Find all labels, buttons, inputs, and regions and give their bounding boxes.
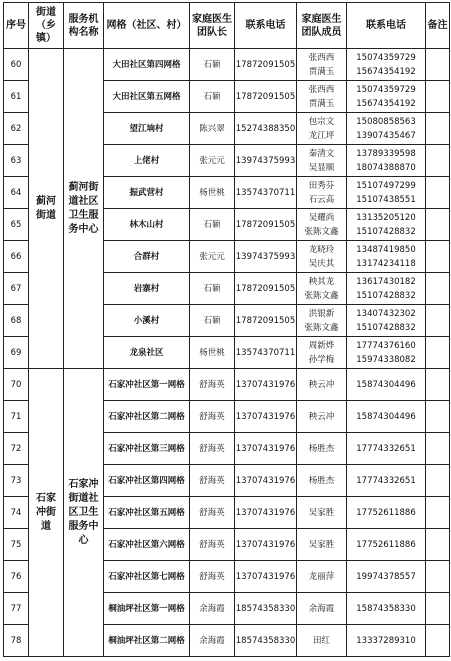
cell-remark [426, 177, 450, 209]
cell-member-phones [347, 369, 426, 401]
cell-member-phones [347, 177, 426, 209]
cell-members [297, 81, 347, 113]
table-body [4, 49, 450, 657]
cell-leader-phone: 17872091505 [235, 273, 297, 305]
member-phone: 15874358330 [356, 603, 416, 614]
cell-members [297, 401, 347, 433]
cell-member-phones [347, 337, 426, 369]
row-seq: 69 [4, 337, 29, 369]
cell-remark [426, 433, 450, 465]
cell-member-phones [347, 273, 426, 305]
cell-member-phones [347, 465, 426, 497]
cell-grid: 上佬村 [104, 145, 190, 177]
member-name: 吴家胜 [308, 507, 335, 518]
member-phone: 17774332651 [356, 475, 416, 486]
header-agency: 服务机构名称 [64, 3, 104, 49]
cell-leader-phone: 13707431976 [235, 497, 297, 529]
row-seq: 78 [4, 625, 29, 657]
member-name: 余海霞 [308, 603, 335, 614]
cell-grid: 小溪村 [104, 305, 190, 337]
cell-remark [426, 49, 450, 81]
cell-remark [426, 369, 450, 401]
table-row [4, 49, 450, 81]
cell-grid: 石家冲社区第二网格 [104, 401, 190, 433]
member-phone: 15874304496 [356, 379, 416, 390]
cell-grid: 石家冲社区第五网格 [104, 497, 190, 529]
member-phone: 17774376160 [356, 340, 416, 351]
row-seq: 70 [4, 369, 29, 401]
cell-members [297, 113, 347, 145]
cell-street: 蓟河街道 [29, 49, 64, 369]
cell-leader: 舒海英 [190, 529, 235, 561]
member-phone: 15107438551 [356, 194, 416, 205]
cell-leader: 舒海英 [190, 465, 235, 497]
member-name: 吴显顺 [308, 162, 335, 173]
cell-member-phones [347, 433, 426, 465]
cell-leader: 舒海英 [190, 433, 235, 465]
member-name: 秦清文 [308, 148, 335, 159]
cell-grid: 合群村 [104, 241, 190, 273]
cell-leader-phone: 13707431976 [235, 401, 297, 433]
row-seq: 73 [4, 465, 29, 497]
cell-grid: 石家冲社区第四网格 [104, 465, 190, 497]
cell-leader: 张元元 [190, 241, 235, 273]
cell-leader: 石颖 [190, 209, 235, 241]
cell-grid: 岩寨村 [104, 273, 190, 305]
cell-members [297, 305, 347, 337]
cell-members [297, 529, 347, 561]
member-name: 贾满玉 [308, 98, 335, 109]
row-seq: 64 [4, 177, 29, 209]
member-name: 田秀芬 [308, 180, 335, 191]
member-phone: 15874304496 [356, 411, 416, 422]
table-row [4, 369, 450, 401]
member-phone: 17752611886 [356, 507, 416, 518]
cell-grid: 石家冲社区第三网格 [104, 433, 190, 465]
member-phone: 13337289310 [356, 635, 416, 646]
cell-members [297, 209, 347, 241]
row-seq: 76 [4, 561, 29, 593]
cell-members [297, 561, 347, 593]
cell-grid: 林木山村 [104, 209, 190, 241]
member-phone: 15974338082 [356, 354, 416, 365]
cell-remark [426, 561, 450, 593]
cell-remark [426, 305, 450, 337]
member-name: 秧云冲 [308, 379, 335, 390]
cell-remark [426, 465, 450, 497]
member-name: 张西西 [308, 52, 335, 63]
cell-member-phones [347, 81, 426, 113]
row-seq: 75 [4, 529, 29, 561]
cell-grid: 望江垧村 [104, 113, 190, 145]
cell-remark [426, 81, 450, 113]
cell-leader: 石颖 [190, 49, 235, 81]
cell-members [297, 433, 347, 465]
row-seq: 65 [4, 209, 29, 241]
cell-leader: 张元元 [190, 145, 235, 177]
member-phone: 15107428832 [356, 226, 416, 237]
cell-remark [426, 593, 450, 625]
cell-members [297, 369, 347, 401]
cell-leader: 陈兴翠 [190, 113, 235, 145]
header-leader: 家庭医生团队长 [190, 3, 235, 49]
cell-agency: 石家冲街道社区卫生服务中心 [64, 369, 104, 657]
cell-leader-phone: 18574358330 [235, 593, 297, 625]
cell-leader-phone: 17872091505 [235, 81, 297, 113]
member-name: 张陈文鑫 [304, 290, 339, 301]
cell-grid: 桐油坪社区第一网格 [104, 593, 190, 625]
cell-grid: 大田社区第四网格 [104, 49, 190, 81]
cell-grid: 石家冲社区第七网格 [104, 561, 190, 593]
cell-member-phones [347, 113, 426, 145]
cell-members [297, 145, 347, 177]
row-seq: 68 [4, 305, 29, 337]
member-phone: 13487419850 [356, 244, 416, 255]
header-street: 街道（乡镇） [29, 3, 64, 49]
row-seq: 60 [4, 49, 29, 81]
cell-leader-phone: 13574370711 [235, 337, 297, 369]
cell-leader: 舒海英 [190, 561, 235, 593]
member-name: 杨胜杰 [308, 443, 335, 454]
cell-remark [426, 209, 450, 241]
cell-leader: 杨世桃 [190, 177, 235, 209]
cell-leader-phone: 13574370711 [235, 177, 297, 209]
cell-leader-phone: 13707431976 [235, 433, 297, 465]
cell-member-phones [347, 497, 426, 529]
cell-member-phones [347, 49, 426, 81]
member-name: 杨胜杰 [308, 475, 335, 486]
header-members: 家庭医生团队成员 [297, 3, 347, 49]
row-seq: 66 [4, 241, 29, 273]
row-seq: 74 [4, 497, 29, 529]
member-name: 张陈文鑫 [304, 322, 339, 333]
cell-remark [426, 337, 450, 369]
member-name: 张西西 [308, 84, 335, 95]
cell-grid: 龙泉社区 [104, 337, 190, 369]
member-name: 洪银新 [308, 308, 335, 319]
cell-member-phones [347, 625, 426, 657]
member-name: 田红 [312, 635, 330, 646]
member-name: 秧云冲 [308, 411, 335, 422]
row-seq: 72 [4, 433, 29, 465]
member-phone: 13135205120 [356, 212, 416, 223]
cell-leader: 舒海英 [190, 401, 235, 433]
member-name: 贾满玉 [308, 66, 335, 77]
row-seq: 63 [4, 145, 29, 177]
cell-leader: 石颖 [190, 273, 235, 305]
cell-members [297, 625, 347, 657]
cell-leader-phone: 13974375993 [235, 145, 297, 177]
member-name: 张陈文鑫 [304, 226, 339, 237]
cell-member-phones [347, 561, 426, 593]
member-name: 包宗文 [308, 116, 335, 127]
cell-leader: 杨世桃 [190, 337, 235, 369]
member-phone: 15107497299 [356, 180, 416, 191]
cell-leader-phone: 13707431976 [235, 369, 297, 401]
cell-agency: 蓟河街道社区卫生服务中心 [64, 49, 104, 369]
cell-member-phones [347, 305, 426, 337]
cell-remark [426, 497, 450, 529]
cell-member-phones [347, 209, 426, 241]
header-seq: 序号 [4, 3, 29, 49]
cell-remark [426, 273, 450, 305]
cell-grid: 大田社区第五网格 [104, 81, 190, 113]
member-name: 孙学梅 [308, 354, 335, 365]
cell-members [297, 273, 347, 305]
cell-leader: 舒海英 [190, 497, 235, 529]
member-phone: 15674354192 [356, 98, 416, 109]
cell-members [297, 593, 347, 625]
cell-leader: 石颖 [190, 305, 235, 337]
member-phone: 17752611886 [356, 539, 416, 550]
member-phone: 18074388870 [356, 162, 416, 173]
cell-leader: 余海霞 [190, 593, 235, 625]
cell-members [297, 177, 347, 209]
member-name: 龙江坪 [308, 130, 335, 141]
member-phone: 15080858563 [356, 116, 416, 127]
member-phone: 15107428832 [356, 322, 416, 333]
cell-grid: 振武营村 [104, 177, 190, 209]
cell-member-phones [347, 529, 426, 561]
row-seq: 62 [4, 113, 29, 145]
cell-grid: 石家冲社区第一网格 [104, 369, 190, 401]
cell-leader-phone: 17872091505 [235, 305, 297, 337]
cell-leader-phone: 18574358330 [235, 625, 297, 657]
cell-members [297, 465, 347, 497]
cell-remark [426, 145, 450, 177]
cell-grid: 桐油坪社区第二网格 [104, 625, 190, 657]
member-name: 石云高 [308, 194, 335, 205]
member-name: 吴耀尚 [308, 212, 335, 223]
header-grid: 网格（社区、村） [104, 3, 190, 49]
cell-member-phones [347, 145, 426, 177]
cell-leader-phone: 13707431976 [235, 561, 297, 593]
cell-members [297, 241, 347, 273]
cell-leader-phone: 13707431976 [235, 529, 297, 561]
cell-member-phones [347, 241, 426, 273]
header-member-phone: 联系电话 [347, 3, 426, 49]
cell-remark [426, 625, 450, 657]
member-name: 吴庆其 [308, 258, 335, 269]
member-phone: 13789339598 [356, 148, 416, 159]
doctor-team-table [3, 2, 450, 657]
header-remark: 备注 [426, 3, 450, 49]
member-phone: 15074359729 [356, 52, 416, 63]
member-name: 吴家胜 [308, 539, 335, 550]
member-phone: 13617430182 [356, 276, 416, 287]
cell-member-phones [347, 593, 426, 625]
member-phone: 19974378557 [356, 571, 416, 582]
cell-street: 石家冲街道 [29, 369, 64, 657]
cell-members [297, 497, 347, 529]
cell-remark [426, 529, 450, 561]
cell-leader: 石颖 [190, 81, 235, 113]
row-seq: 67 [4, 273, 29, 305]
header-phone: 联系电话 [235, 3, 297, 49]
cell-grid: 石家冲社区第六网格 [104, 529, 190, 561]
cell-leader: 舒海英 [190, 369, 235, 401]
member-name: 龙晓玲 [308, 244, 335, 255]
cell-leader-phone: 15274388350 [235, 113, 297, 145]
cell-leader-phone: 17872091505 [235, 49, 297, 81]
member-name: 秧其龙 [308, 276, 335, 287]
row-seq: 77 [4, 593, 29, 625]
member-phone: 15674354192 [356, 66, 416, 77]
row-seq: 71 [4, 401, 29, 433]
member-phone: 17774332651 [356, 443, 416, 454]
cell-leader: 余海霞 [190, 625, 235, 657]
member-phone: 13407432302 [356, 308, 416, 319]
cell-leader-phone: 13974375993 [235, 241, 297, 273]
cell-leader-phone: 17872091505 [235, 209, 297, 241]
cell-leader-phone: 13707431976 [235, 465, 297, 497]
member-phone: 15107428832 [356, 290, 416, 301]
cell-member-phones [347, 401, 426, 433]
member-phone: 13907435467 [356, 130, 416, 141]
member-name: 龙丽萍 [308, 571, 335, 582]
member-phone: 15074359729 [356, 84, 416, 95]
member-phone: 13174234118 [356, 258, 416, 269]
cell-members [297, 49, 347, 81]
row-seq: 61 [4, 81, 29, 113]
header-row [4, 3, 450, 49]
cell-remark [426, 401, 450, 433]
cell-remark [426, 113, 450, 145]
member-name: 周新烨 [308, 340, 335, 351]
cell-members [297, 337, 347, 369]
cell-remark [426, 241, 450, 273]
